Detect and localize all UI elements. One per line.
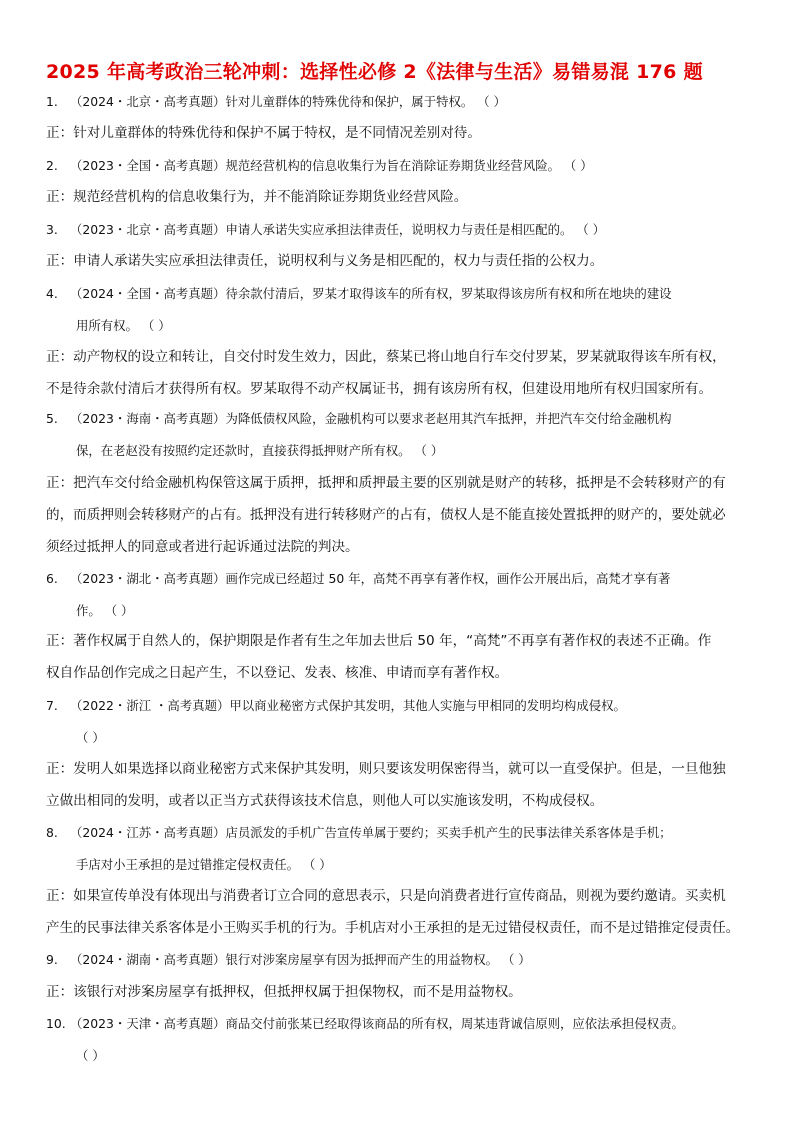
answer-text: 正：把汽车交付给金融机构保管这属于质押，抵押和质押最主要的区别就是财产的转移，抵押是不会转移财产的有 xyxy=(46,475,726,491)
answer-text: 正：申请人承诺失实应承担法律责任，说明权利与义务是相匹配的，权力与责任指的公权力。 xyxy=(46,253,604,269)
question-text: （2023・天津・高考真题）商品交付前张某已经取得该商品的所有权，周某违背诚信原则，应依法承担侵权责。 xyxy=(70,1016,684,1031)
answer-text-cont: 须经过抵押人的同意或者进行起诉通过法院的判决。 xyxy=(46,539,359,555)
answer-8 xyxy=(46,880,764,944)
question-number: 3. xyxy=(46,222,58,237)
page-title: 2025 年高考政治三轮冲刺：选择性必修 2《法律与生活》易错易混 176 题 xyxy=(46,61,703,83)
question-number: 4. xyxy=(46,286,58,301)
answer-text: 正：著作权属于自然人的，保护期限是作者有生之年加去世后 50 年，“高梵”不再享有著作权的表述不正确。作 xyxy=(46,633,712,649)
question-text: （2023・全国・高考真题）规范经营机构的信息收集行为旨在消除证券期货业经营风险。 （ ） xyxy=(70,158,593,173)
question-9 xyxy=(46,944,764,976)
question-5 xyxy=(46,403,764,467)
answer-4 xyxy=(46,341,764,405)
question-text: （2024・全国・高考真题）待余款付清后，罗某才取得该车的所有权，罗某取得该房所有权和所在地块的建设 xyxy=(70,286,672,301)
answer-text: 正：规范经营机构的信息收集行为，并不能消除证券期货业经营风险。 xyxy=(46,189,468,205)
question-1 xyxy=(46,86,764,118)
question-text: （2022・浙江 ・高考真题）甲以商业秘密方式保护其发明，其他人实施与甲相同的发明均构成侵权。 xyxy=(70,698,626,713)
answer-text-cont: 权自作品创作完成之日起产生，不以登记、发表、核准、申请而享有著作权。 xyxy=(46,665,509,681)
question-number: 9. xyxy=(46,952,58,967)
question-text: （2024・北京・高考真题）针对儿童群体的特殊优待和保护，属于特权。 （ ） xyxy=(70,94,506,109)
question-3 xyxy=(46,214,764,246)
question-text-cont: 保，在老赵没有按照约定还款时，直接获得抵押财产所有权。 （ ） xyxy=(76,443,444,458)
question-number: 10. xyxy=(46,1016,66,1031)
answer-text: 正：针对儿童群体的特殊优待和保护不属于特权，是不同情况差别对待。 xyxy=(46,125,481,141)
question-8 xyxy=(46,817,764,881)
question-number: 1. xyxy=(46,94,58,109)
answer-9 xyxy=(46,976,764,1008)
question-number: 6. xyxy=(46,571,58,586)
question-text-cont: （ ） xyxy=(76,1048,105,1063)
question-number: 2. xyxy=(46,158,58,173)
question-text: （2023・北京・高考真题）申请人承诺失实应承担法律责任，说明权力与责任是相匹配的。 （ ） xyxy=(70,222,606,237)
question-text-cont: （ ） xyxy=(76,730,105,745)
question-4 xyxy=(46,278,764,342)
answer-7 xyxy=(46,753,764,817)
answer-3 xyxy=(46,245,764,277)
question-text-cont: 手店对小王承担的是过错推定侵权责任。 （ ） xyxy=(76,857,332,872)
answer-text: 正：发明人如果选择以商业秘密方式来保护其发明，则只要该发明保密得当，就可以一直受保护。但是，一旦他独 xyxy=(46,761,726,777)
question-10 xyxy=(46,1008,764,1072)
answer-text-cont: 立做出相同的发明，或者以正当方式获得该技术信息，则他人可以实施该发明，不构成侵权。 xyxy=(46,793,604,809)
answer-text: 正：该银行对涉案房屋享有抵押权，但抵押权属于担保物权，而不是用益物权。 xyxy=(46,984,522,1000)
question-text: （2024・湖南・高考真题）银行对涉案房屋享有因为抵押而产生的用益物权。 （ ） xyxy=(70,952,531,967)
answer-text-cont: 不是待余款付清后才获得所有权。罗某取得不动产权属证书，拥有该房所有权，但建设用地所有权归国家所有。 xyxy=(46,381,713,397)
question-text: （2023・海南・高考真题）为降低债权风险，金融机构可以要求老赵用其汽车抵押，并把汽车交付给金融机构 xyxy=(70,411,672,426)
question-text: （2024・江苏・高考真题）店员派发的手机广告宣传单属于要约；买卖手机产生的民事法律关系客体是手机； xyxy=(70,825,672,840)
question-6 xyxy=(46,563,764,627)
answer-1 xyxy=(46,117,764,149)
answer-6 xyxy=(46,625,764,689)
question-number: 7. xyxy=(46,698,58,713)
answer-text: 正：动产物权的设立和转让，自交付时发生效力，因此，蔡某已将山地自行车交付罗某，罗某就取得该车所有权， xyxy=(46,349,726,365)
question-number: 8. xyxy=(46,825,58,840)
answer-text: 正：如果宣传单没有体现出与消费者订立合同的意思表示，只是向消费者进行宣传商品，则视为要约邀请。买卖机 xyxy=(46,888,726,904)
question-text-cont: 作。 （ ） xyxy=(76,603,134,618)
answer-text-cont: 产生的民事法律关系客体是小王购买手机的行为。手机店对小王承担的是无过错侵权责任，而不是过错推定侵责任。 xyxy=(46,920,740,936)
question-2 xyxy=(46,150,764,182)
question-text: （2023・湖北・高考真题）画作完成已经超过 50 年，高梵不再享有著作权，画作公开展出后，高梵才享有著 xyxy=(70,571,671,586)
answer-5 xyxy=(46,467,764,563)
question-number: 5. xyxy=(46,411,58,426)
question-text-cont: 用所有权。 （ ） xyxy=(76,318,171,333)
question-7 xyxy=(46,690,764,754)
answer-text-cont: 的，而质押则会转移财产的占有。抵押没有进行转移财产的占有，债权人是不能直接处置抵押的财产的，要处就必 xyxy=(46,507,726,523)
answer-2 xyxy=(46,181,764,213)
